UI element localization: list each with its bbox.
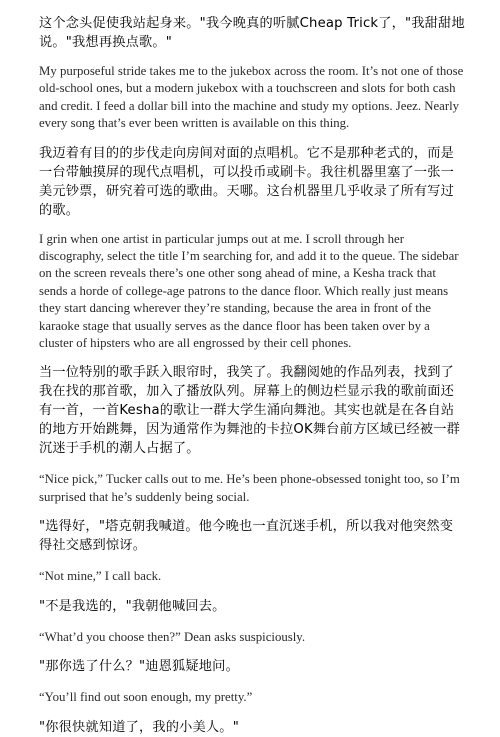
paragraph-en-5: “What’d you choose then?” Dean asks suspiciously. [39,629,306,644]
paragraph-zh-1: 这个念头促使我站起身来。"我今晚真的听腻Cheap Trick了，"我甜甜地说。"我想再换点歌。" [39,16,465,50]
paragraph-en-4: “Not mine,” I call back. [39,569,162,584]
paragraph-zh-6: "那你选了什么？"迪恩狐疑地问。 [39,659,239,675]
paragraph-zh-5: "不是我选的，"我朝他喊回去。 [39,598,226,614]
paragraph-zh-2: 我迈着有目的的步伐走向房间对面的点唱机。它不是那种老式的，而是一台带触摸屏的现代点唱机，可以投币或刷卡。我往机器里塞了一张一美元钞票，研究着可选的歌曲。天哪。这台机器里几乎收录了所有写过的歌。 [39,145,455,218]
paragraph-en-2: I grin when one artist in particular jumps out at me. I scroll through her discography, select the title I’m searching for, and add it to the queue. The sidebar on the screen reveals there’s one other song ahead of mine, a Kesha track that sends a horde of college-age patrons to the dance floor. Which really just means they start dancing wherever they’re standing, because the area in front of the karaoke stage that usually serves as the dance floor has been taken over by a cluster of hipsters who are all engrossed by their cell phones. [39,231,459,351]
paragraph-en-3: “Nice pick,” Tucker calls out to me. He’s been phone-obsessed tonight too, so I’m surprised that he’s suddenly being social. [39,472,460,504]
document-page [39,14,465,737]
paragraph-en-6: “You’ll find out soon enough, my pretty.” [39,690,253,705]
paragraph-zh-4: "选得好，"塔克朝我喊道。他今晚也一直沉迷手机，所以我对他突然变得社交感到惊讶。 [39,519,454,554]
paragraph-zh-7: "你很快就知道了，我的小美人。" [39,719,239,735]
paragraph-zh-3: 当一位特别的歌手跃入眼帘时，我笑了。我翻阅她的作品列表，找到了我在找的那首歌，加入了播放队列。屏幕上的侧边栏显示我的歌前面还有一首，一首Kesha的歌让一群大学生涌向舞池。其实也就是在各自站的地方开始跳舞，因为通常作为舞池的卡拉OK舞台前方区域已经被一群沉迷于手机的潮人占据了。 [39,365,461,457]
paragraph-en-1: My purposeful stride takes me to the jukebox across the room. It’s not one of those old-school ones, but a modern jukebox with a touchscreen and slots for both cash and credit. I feed a dollar bill into the machine and study my options. Jeez. Nearly every song that’s ever been written is available on this thing. [39,64,464,131]
